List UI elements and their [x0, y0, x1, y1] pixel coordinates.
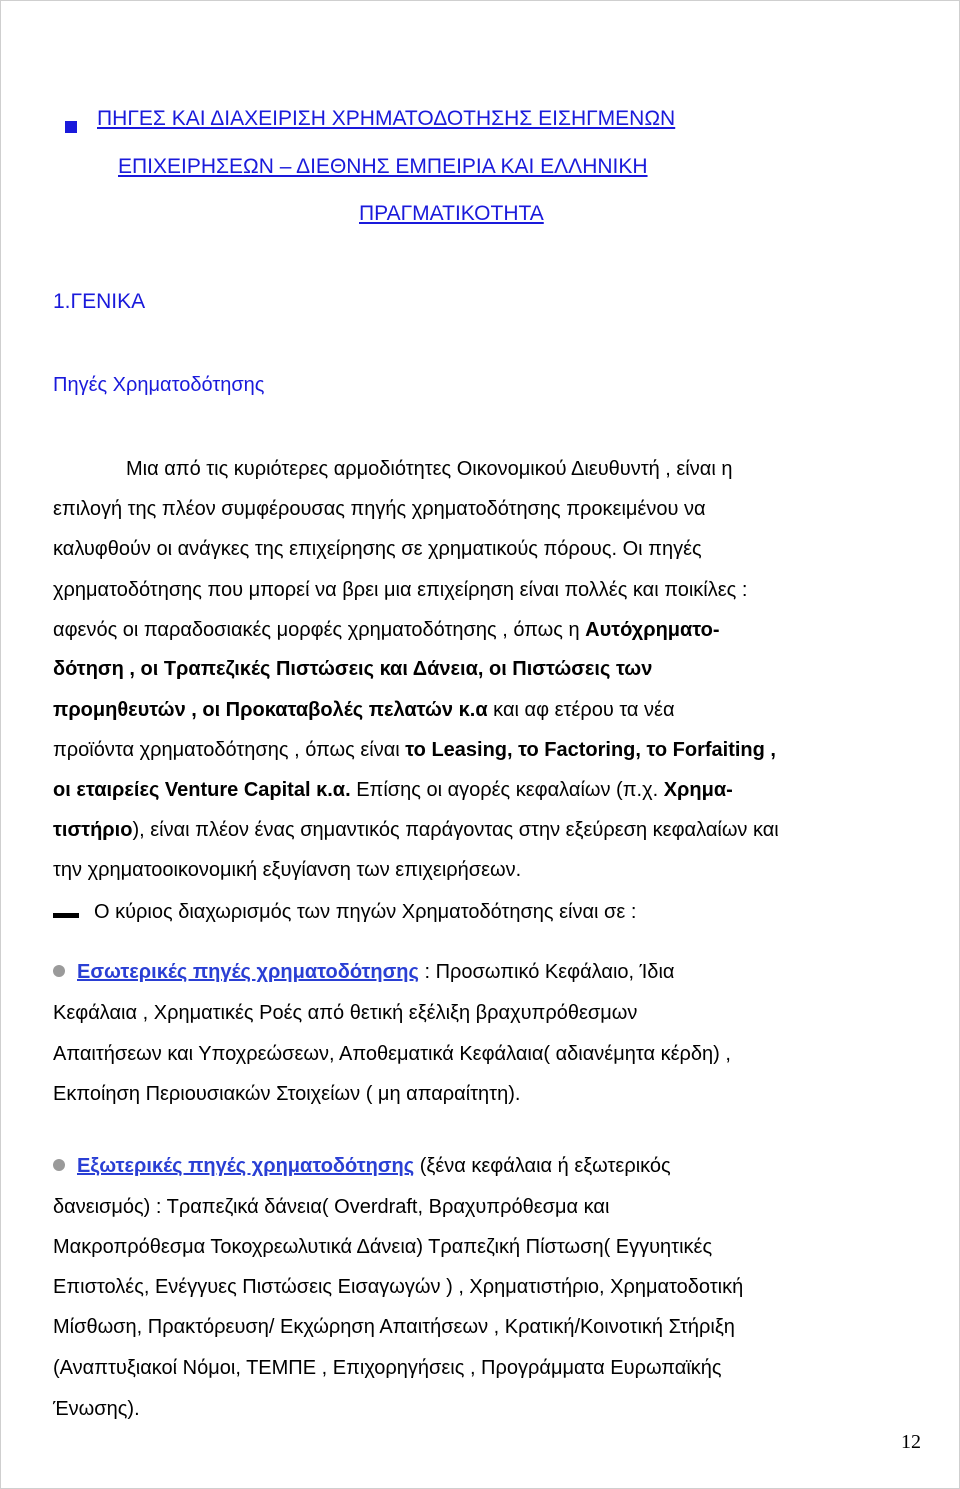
internal-sources-line-3: Απαιτήσεων και Υποχρεώσεων, Αποθεματικά Κεφάλαια( αδιανέμητα κέρδη) ,: [53, 1043, 731, 1065]
title-line-2: ΕΠΙΧΕΙΡΗΣΕΩΝ – ΔΙΕΘΝΗΣ ΕΜΠΕΙΡΙΑ ΚΑΙ ΕΛΛΗΝΙΚΗ: [118, 155, 648, 178]
text-run: Επίσης οι αγορές κεφαλαίων (π.χ.: [350, 779, 664, 801]
para1-line-6: δότηση , οι Τραπεζικές Πιστώσεις και Δάνεια, οι Πιστώσεις των: [53, 658, 653, 680]
para1-line-9: [53, 778, 733, 802]
external-sources-line-5: Μίσθωση, Πρακτόρευση/ Εκχώρηση Απαιτήσεων , Κρατική/Κοινοτική Στήριξη: [53, 1316, 735, 1338]
section-heading: 1.ΓΕΝΙΚΑ: [53, 290, 146, 313]
square-bullet-icon: [65, 121, 77, 133]
text-run: και αφ ετέρου τα νέα: [487, 699, 675, 721]
external-sources-line-7: Ένωσης).: [53, 1398, 140, 1420]
para1-line-4: χρηματοδότησης που μπορεί να βρει μια επιχείρηση είναι πολλές και ποικίλες :: [53, 579, 748, 601]
bold-run: τιστήριο: [53, 819, 133, 841]
external-sources-line-2: δανεισμός) : Τραπεζικά δάνεια( Overdraft, Βραχυπρόθεσμα και: [53, 1196, 610, 1218]
bold-run: προμηθευτών , οι Προκαταβολές πελατών κ.α: [53, 699, 488, 721]
para1-line-1: Μια από τις κυριότερες αρμοδιότητες Οικονομικού Διευθυντή , είναι η: [126, 458, 733, 480]
dash-bullet-icon: [53, 913, 79, 918]
external-sources-line-3: Μακροπρόθεσμα Τοκοχρεωλυτικά Δάνεια) Τραπεζική Πίστωση( Εγγυητικές: [53, 1236, 713, 1258]
bold-run: το Leasing, το Factoring, το Forfaiting ,: [405, 739, 776, 761]
division-line: Ο κύριος διαχωρισμός των πηγών Χρηματοδότησης είναι σε :: [94, 901, 637, 923]
internal-sources-line-1: [53, 960, 674, 984]
dot-bullet-icon: [53, 1159, 65, 1171]
external-sources-line-6: (Αναπτυξιακοί Νόμοι, ΤΕΜΠΕ , Επιχορηγήσεις , Προγράμματα Ευρωπαϊκής: [53, 1357, 722, 1379]
title-line-3: ΠΡΑΓΜΑΤΙΚΟΤΗΤΑ: [359, 202, 544, 225]
bold-run: Χρημα-: [663, 779, 733, 801]
para1-line-7: [53, 698, 675, 722]
external-sources-line-4: Επιστολές, Ενέγγυες Πιστώσεις Εισαγωγών ) , Χρηματιστήριο, Χρηματοδοτική: [53, 1276, 744, 1298]
internal-sources-line-2: Κεφάλαια , Χρηματικές Ροές από θετική εξέλιξη βραχυπρόθεσμων: [53, 1002, 638, 1024]
text-run: προϊόντα χρηματοδότησης , όπως είναι: [53, 739, 406, 761]
bold-run: Αυτόχρηματο-: [585, 619, 720, 641]
para1-line-8: [53, 738, 776, 762]
text-run: ), είναι πλέον ένας σημαντικός παράγοντας στην εξεύρεση κεφαλαίων και: [132, 819, 779, 841]
dot-bullet-icon: [53, 965, 65, 977]
subheading: Πηγές Χρηματοδότησης: [53, 374, 265, 396]
text-run: αφενός οι παραδοσιακές μορφές χρηματοδότησης , όπως η: [53, 619, 586, 641]
internal-sources-line-4: Εκποίηση Περιουσιακών Στοιχείων ( μη απαραίτητη).: [53, 1083, 521, 1105]
external-sources-label: Εξωτερικές πηγές χρηματοδότησης: [77, 1155, 415, 1177]
text-run: (ξένα κεφάλαια ή εξωτερικός: [414, 1155, 671, 1177]
page-number: 12: [901, 1431, 921, 1453]
bold-run: οι εταιρείες Venture Capital κ.α.: [53, 779, 351, 801]
para1-line-11: την χρηματοοικονομική εξυγίανση των επιχειρήσεων.: [53, 859, 522, 881]
para1-line-3: καλυφθούν οι ανάγκες της επιχείρησης σε χρηματικούς πόρους. Οι πηγές: [53, 538, 702, 560]
external-sources-line-1: [53, 1154, 671, 1178]
internal-sources-label: Εσωτερικές πηγές χρηματοδότησης: [77, 961, 419, 983]
title-line-1: ΠΗΓΕΣ ΚΑΙ ΔΙΑΧΕΙΡΙΣΗ ΧΡΗΜΑΤΟΔΟΤΗΣΗΣ ΕΙΣΗΓΜΕΝΩΝ: [97, 107, 676, 130]
text-run: : Προσωπικό Κεφάλαιο, Ίδια: [418, 961, 675, 983]
para1-line-10: [53, 818, 779, 842]
para1-line-2: επιλογή της πλέον συμφέρουσας πηγής χρηματοδότησης προκειμένου να: [53, 498, 706, 520]
para1-line-5: [53, 618, 720, 642]
